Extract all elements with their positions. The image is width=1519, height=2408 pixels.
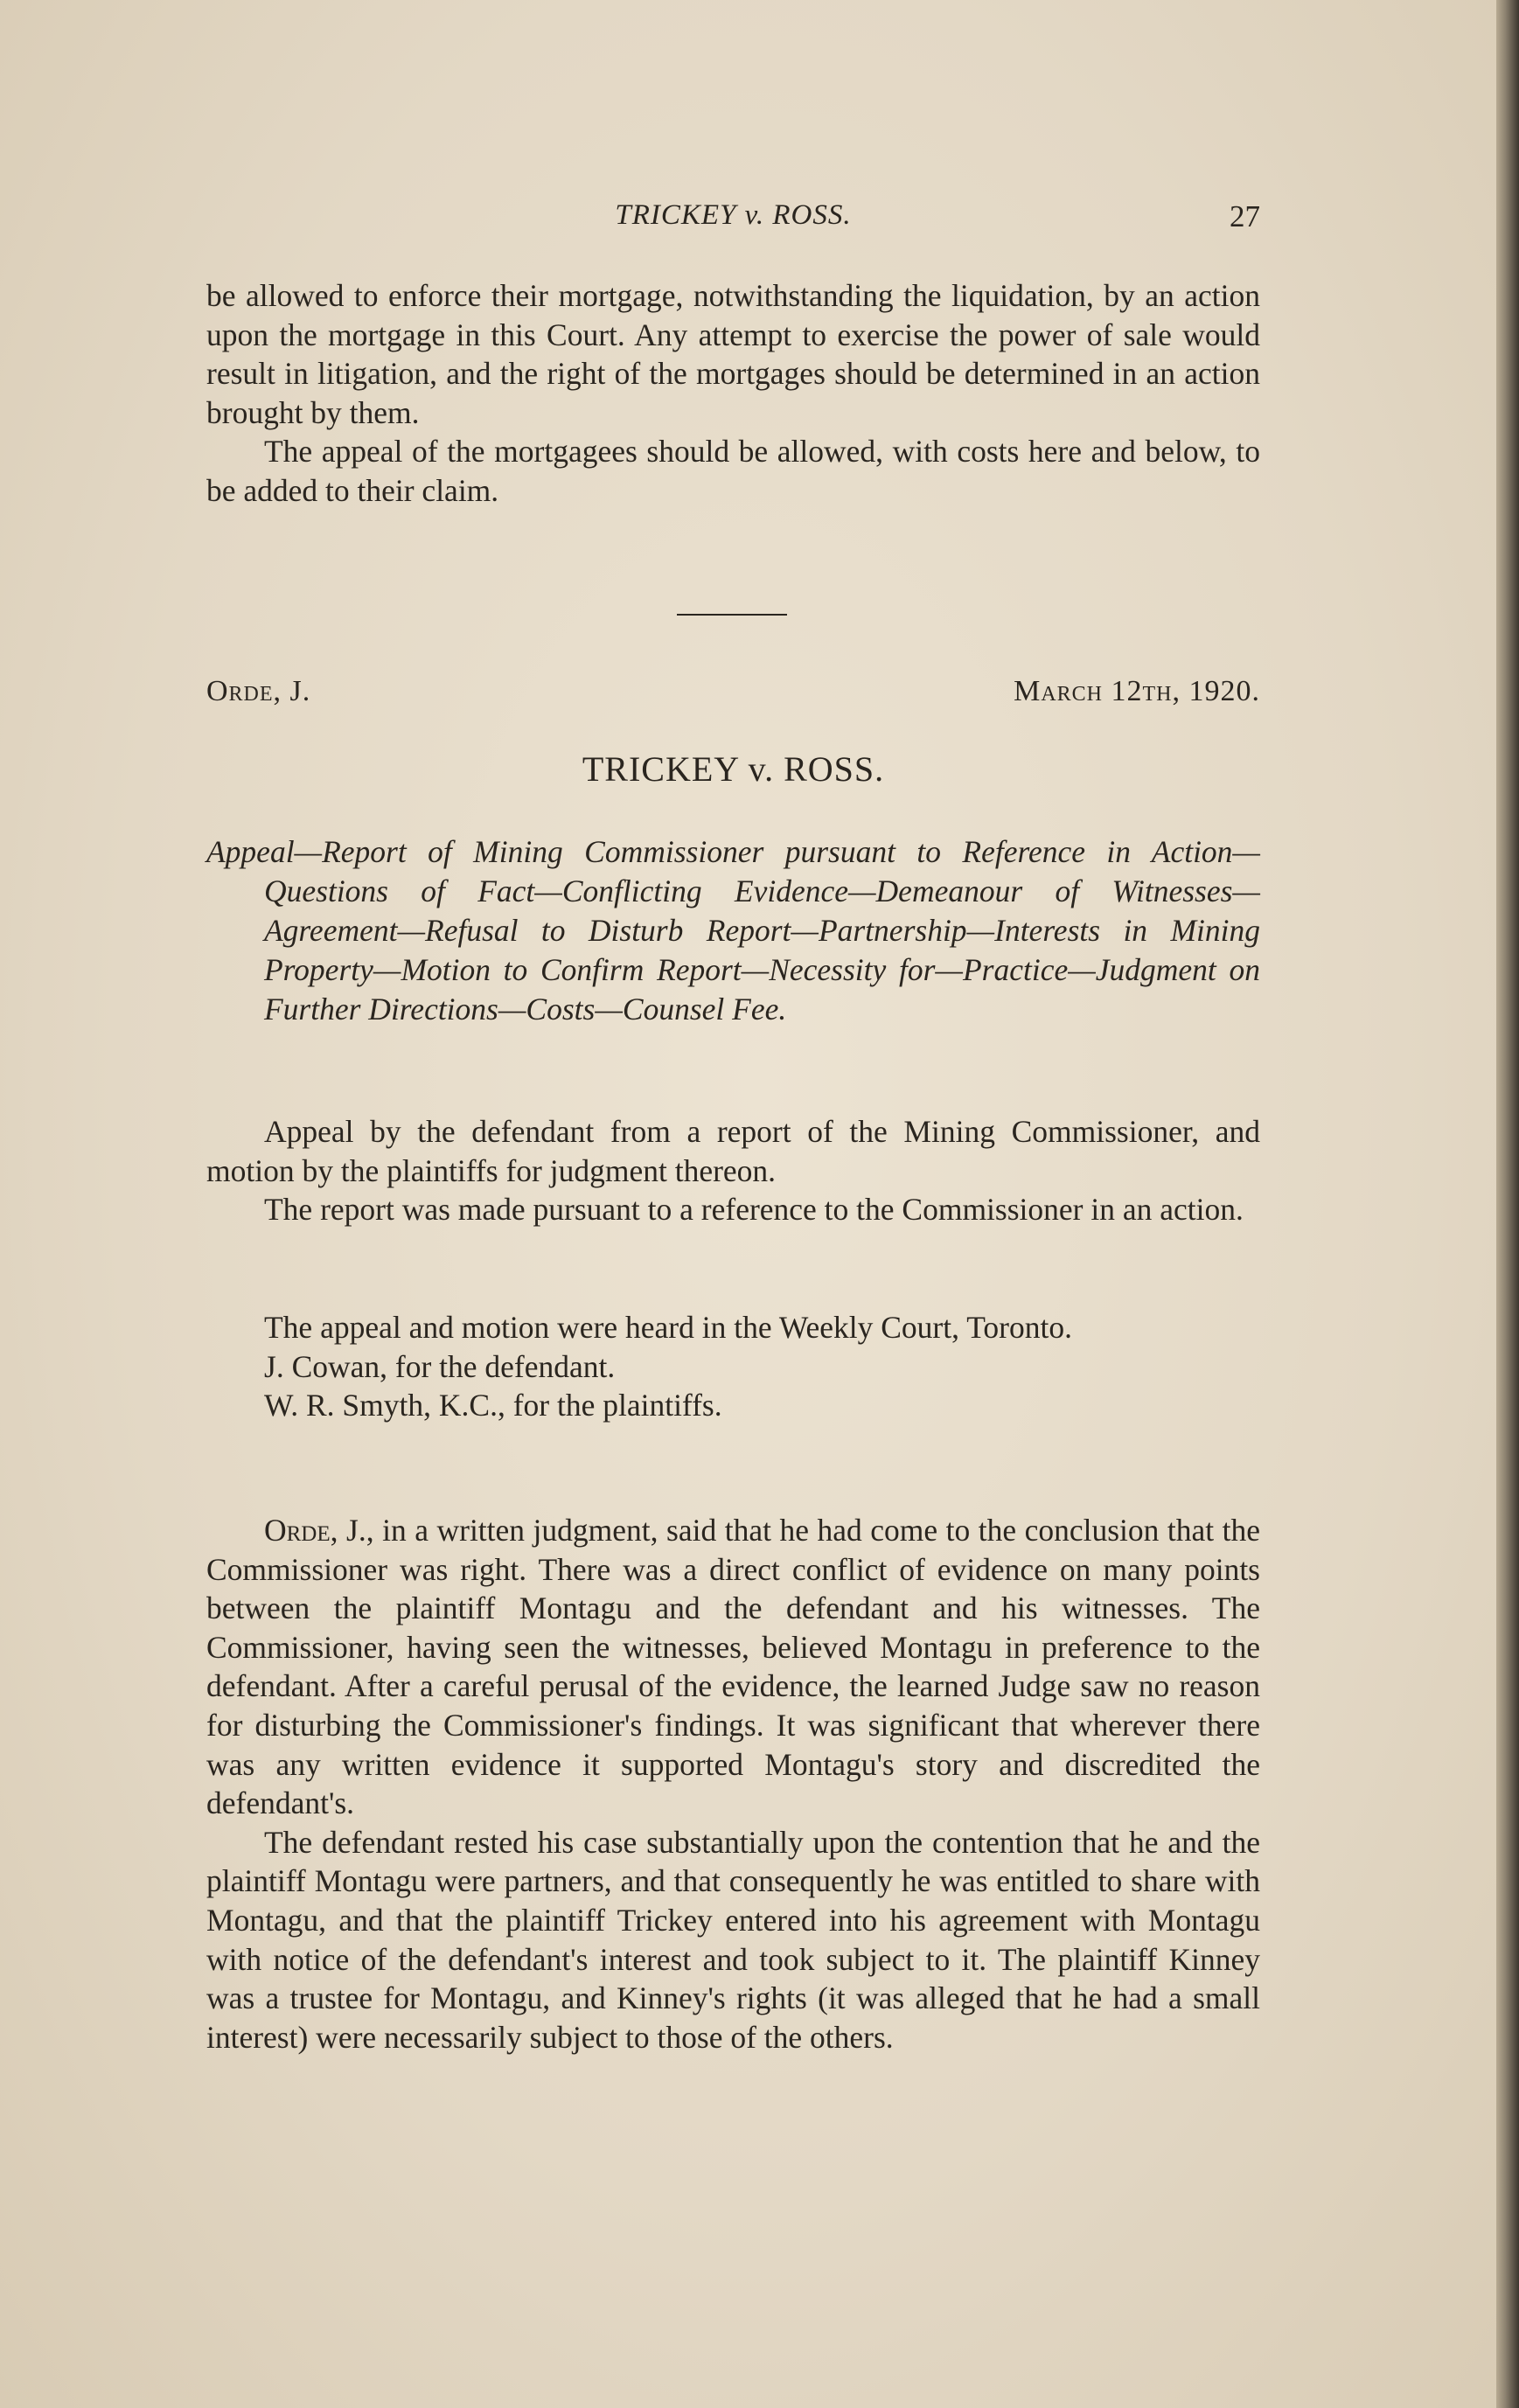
page-edge-shadow <box>1496 0 1519 2408</box>
running-head <box>206 199 1260 238</box>
hearing-text <box>206 1308 1260 1425</box>
judgment-judge-name: Orde, J. <box>264 1513 366 1548</box>
section-divider <box>677 614 787 616</box>
judgment-text-rest: , in a written judgment, said that he had come to the conclusion that the Commissioner was right. There was a direct conflict of evidence on many points between the plaintiff Montagu and the defendant and his witnesses. The Commissioner, having seen the witnesses, believed Montagu in preference to the defendant. After a careful perusal of the evidence, the learned Judge saw no reason for disturbing the Commissioner's findings. It was significant that wherever there was any written evidence it supported Montagu's story and discredited the defendant's. <box>206 1513 1261 1821</box>
headnote: Appeal—Report of Mining Commissioner pursuant to Reference in Action—Questions of Fact—Conflicting Evidence—Demeanour of Witnesses—Agreement—Refusal to Disturb Report—Partnership—Interests in Mining Property—Motion to Confirm Report—Necessity for—Practice—Judgment on Further Directions—Costs—Counsel Fee. <box>206 834 1260 1027</box>
running-head-title: TRICKEY v. ROSS. <box>615 199 852 231</box>
body-paragraph: The report was made pursuant to a reference to the Commissioner in an action. <box>264 1192 1244 1228</box>
body-paragraph: The defendant rested his case substantially upon the contention that he and the plaintiff Montagu were partners, and that consequently he was entitled to share with Montagu, and that the plaintiff Trickey entered into his agreement with Montagu with notice of the defendant's interest and took subject to it. The plaintiff Kinney was a trustee for Montagu, and Kinney's rights (it was alleged that he had a small interest) were necessarily subject to those of the others. <box>206 1824 1260 2055</box>
body-paragraph: The appeal and motion were heard in the Weekly Court, Toronto. <box>264 1310 1072 1345</box>
judgment-paragraph <box>206 1511 1260 1823</box>
case-date: March 12th, 1920. <box>1014 675 1260 707</box>
intro-text <box>206 1112 1260 1229</box>
opening-paragraph: be allowed to enforce their mortgage, notwithstanding the liquidation, by an action upon the mortgage in this Court. Any attempt to exercise the power of sale would result in litigation, and the right of the mortgages should be determined in an action brought by them. <box>206 278 1260 430</box>
counsel-line: J. Cowan, for the defendant. <box>264 1348 616 1384</box>
judgment-text <box>206 1511 1260 2057</box>
case-title: TRICKEY v. ROSS. <box>582 749 885 789</box>
counsel-line: W. R. Smyth, K.C., for the plaintiffs. <box>264 1388 722 1423</box>
page-number: 27 <box>1230 199 1260 233</box>
opening-paragraph: The appeal of the mortgagees should be allowed, with costs here and below, to be added to their claim. <box>206 434 1260 508</box>
body-paragraph: Appeal by the defendant from a report of the Mining Commissioner, and motion by the plaintiffs for judgment thereon. <box>206 1114 1260 1188</box>
case-line <box>206 675 1260 713</box>
case-judge: Orde, J. <box>206 675 311 707</box>
opening-text <box>206 276 1260 511</box>
